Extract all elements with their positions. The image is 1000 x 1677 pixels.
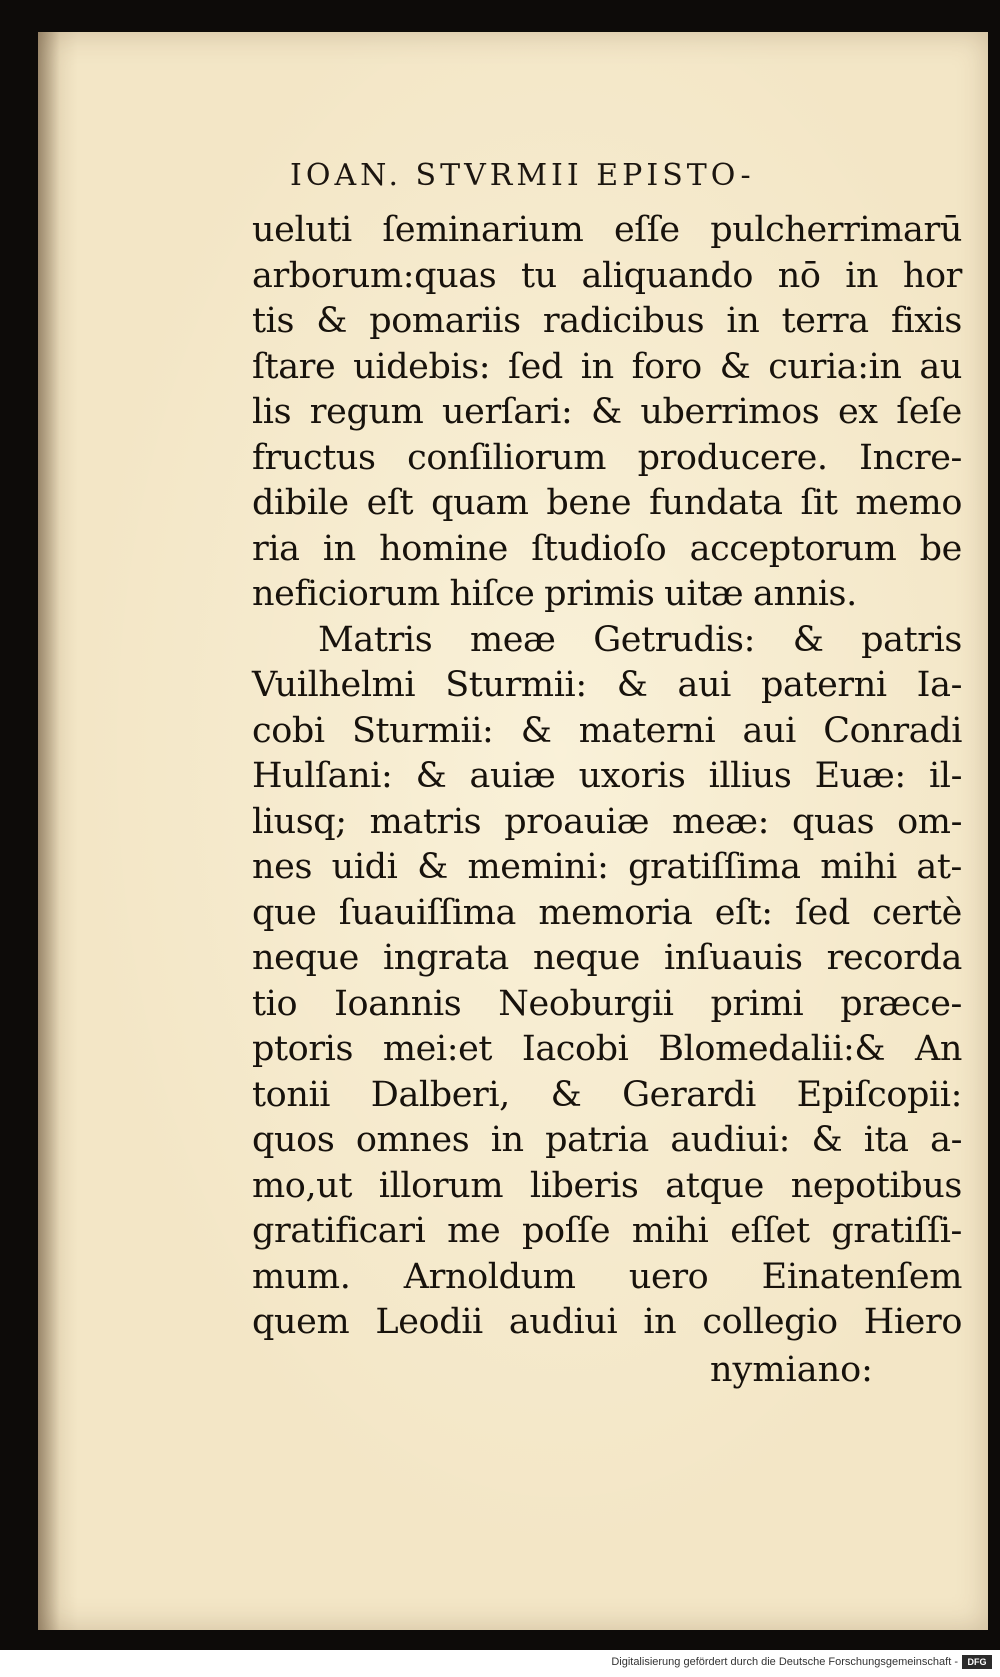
text-line: quos omnes in patria audiui: & ita a- <box>252 1120 962 1160</box>
text-line: tonii Dalberi, & Gerardi Epiſcopii: <box>252 1074 962 1115</box>
text-line: cobi Sturmii: & materni aui Conradi <box>252 710 962 751</box>
text-line: ſtare uidebis: ſed in foro & curia:in au <box>252 346 962 387</box>
text-block <box>252 208 962 1346</box>
text-line: mum. Arnoldum uero Einatenſem <box>252 1256 962 1297</box>
text-line: tis & pomariis radicibus in terra fixis <box>252 301 962 341</box>
text-line: que ſuauiſſima memoria eſt: ſed certè <box>252 892 962 933</box>
text-line: quem Leodii audiui in collegio Hiero <box>252 1302 962 1342</box>
text-line: lis regum uerſari: & uberrimos ex ſeſe <box>252 392 962 432</box>
text-line: ueluti ſeminarium eſſe pulcherrimarū <box>252 210 962 250</box>
text-line: arborum:quas tu aliquando nō in hor <box>252 255 962 296</box>
text-line: ria in homine ſtudioſo acceptorum be <box>252 528 962 569</box>
text-line: dibile eſt quam bene fundata ſit memo <box>252 483 962 523</box>
text-line: ptoris mei:et Iacobi Blomedalii:& An <box>252 1029 962 1069</box>
paragraph-start-line: Matris meæ Getrudis: & patris <box>318 619 962 660</box>
text-line: fructus conſiliorum producere. Incre- <box>252 437 962 478</box>
paragraph-end-line: neficiorum hiſce primis uitæ annis. <box>252 574 857 614</box>
footer-credit: Digitalisierung gefördert durch die Deutsche Forschungsgemeinschaft - <box>611 1656 958 1668</box>
text-line: Hulſani: & auiæ uxoris illius Euæ: il- <box>252 756 962 796</box>
text-line: Vuilhelmi Sturmii: & aui paterni Ia- <box>252 665 962 705</box>
text-line: gratificari me poſſe mihi eſſet gratiſſi- <box>252 1211 962 1251</box>
text-line: tio Ioannis Neoburgii primi præce- <box>252 983 962 1024</box>
text-line: liusq; matris proauiæ meæ: quas om- <box>252 801 962 842</box>
dfg-logo: DFG <box>962 1655 992 1669</box>
spine-shadow <box>38 32 60 1630</box>
text-line: neque ingrata neque inſuauis recorda <box>252 938 962 978</box>
text-line: mo,ut illorum liberis atque nepotibus <box>252 1165 962 1206</box>
running-head: IOAN. STVRMII EPISTO- <box>290 158 755 193</box>
catchword: nymiano: <box>710 1350 873 1390</box>
text-line: nes uidi & memini: gratiſſima mihi at- <box>252 847 962 887</box>
